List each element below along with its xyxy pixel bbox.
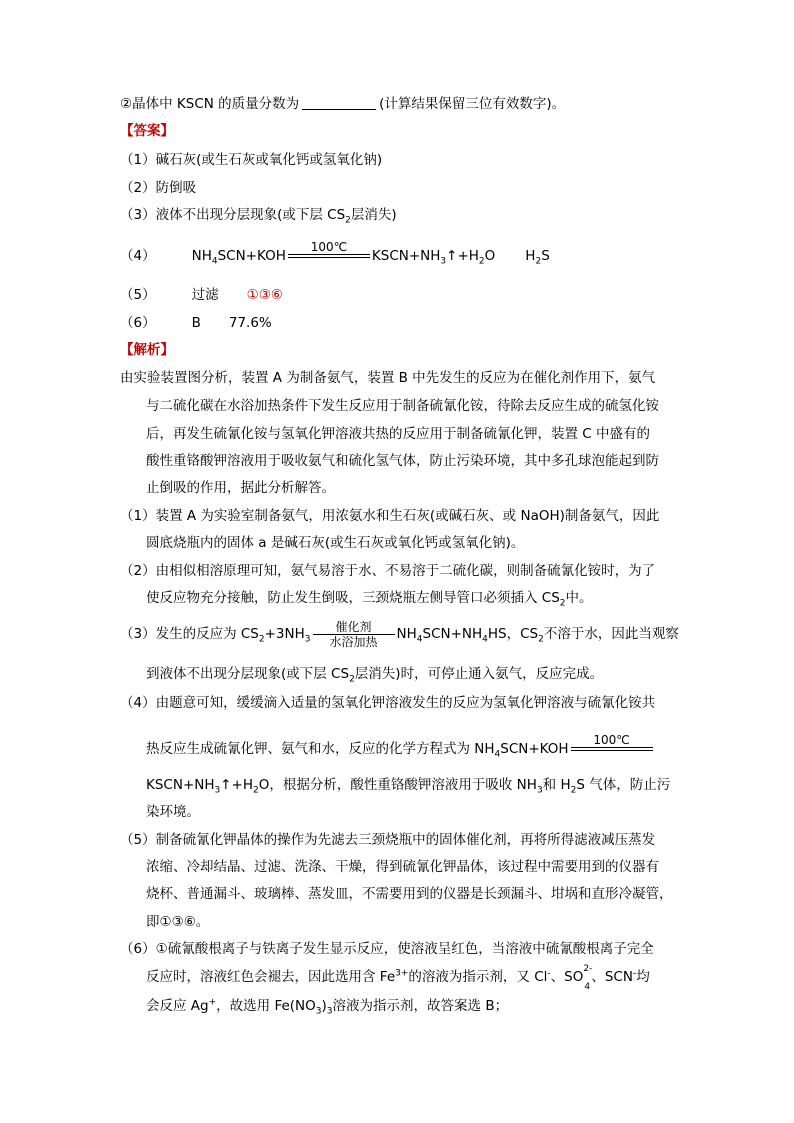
subscript: 4 [494,749,501,760]
analysis-2-line [146,588,593,608]
analysis-3-text: HS，CS [487,626,539,642]
equation-product-3: O [484,248,496,264]
intro-line: 与二硫化碳在水浴加热条件下发生反应用于制备硫氰化铵，待除去反应生成的硫氢化铵 [146,398,659,414]
answer-1: （1）碱石灰(或生石灰或氧化钙或氢氧化钠) [120,152,383,168]
analysis-2-text: 使反应物充分接触，防止发生倒吸，三颈烧瓶左侧导管口必须插入 CS [146,590,560,606]
analysis-6-text: ) [321,998,327,1014]
subscript: 2 [535,256,542,267]
analysis-5-line: （5）制备硫氰化钾晶体的操作为先滤去三颈烧瓶中的固体催化剂，再将所得滤液减压蒸发 [120,832,656,848]
subscript: 2 [253,785,259,796]
subscript: 2 [478,256,485,267]
intro-line: 由实验装置图分析，装置 A 为制备氨气，装置 B 中先发生的反应为在催化剂作用下，氨气 [120,370,656,386]
answer-3-text: （3）液体不出现分层现象(或下层 CS [120,207,346,223]
analysis-6-text: 反应时，溶液红色会褪去，因此选用含 Fe [146,969,396,985]
condition-bottom: 水浴加热 [329,634,378,649]
subscript: 4 [416,634,423,645]
subscript: 2 [258,634,265,645]
answer-3 [120,205,397,225]
analysis-4-text: SCN+KOH [500,741,569,757]
analysis-3-text: +3NH [264,626,305,642]
analysis-2-line: （2）由相似相溶原理可知，氨气易溶于水、不易溶于二硫化碳，则制备硫氰化铵时，为了 [120,563,656,579]
intro-line: 止倒吸的作用，据此分析解答。 [146,480,335,496]
reaction-condition [288,240,370,272]
analysis-4-text: 热反应生成硫氰化钾、氨气和水，反应的化学方程式为 NH [146,741,495,757]
analysis-2-text-end: 中。 [565,590,593,606]
analysis-3-text: 到液体不出现分层现象(或下层 CS [146,666,350,682]
condition-text: 100℃ [310,240,348,254]
analysis-6-line: 反应时，溶液红色会褪去，因此选用含 $Fe^{3+}$的溶液为指示剂，又 Cl-、SO 2- 4 、SCN-均 [146,964,650,992]
condition-top: 催化剂 [335,619,372,634]
answer-5-extra: ①③⑥ [246,287,283,303]
reaction-condition [571,733,653,765]
analysis-5-line: 即①③⑥。 [146,914,210,930]
superscript: - [632,968,637,979]
analysis-5-line: 烧杯、普通漏斗、玻璃棒、蒸发皿，不需要用到的仪器是长颈漏斗、坩埚和直形冷凝管， [146,886,673,902]
subscript: 3 [536,785,543,796]
analysis-4-line: 染环境。 [146,804,200,820]
subscript: 3 [315,1006,322,1017]
answer-5 [120,285,283,305]
analysis-4-text: O，根据分析，酸性重铬酸钾溶液用于吸收 NH [258,777,537,793]
question-note: (计算结果保留三位有效数字)。 [379,96,566,112]
reaction-condition [313,620,395,649]
analysis-6-text: 均 [636,969,650,985]
equation-reactant-2: SCN+KOH [217,248,286,264]
superscript: + [208,997,217,1008]
answer-4-extra-end: S [541,248,550,264]
question-line [120,94,565,114]
intro-line: 后，再发生硫氰化铵与氢氧化钾溶液共热的反应用于制备硫氰化钾，装置 C 中盛有的 [146,426,651,442]
subscript: 2 [349,674,355,685]
question-text: ②晶体中 KSCN 的质量分数为 [120,96,300,112]
analysis-4-text: KSCN+NH [146,777,215,793]
answer-4-extra: H [525,248,536,264]
answer-6-text: B [191,315,201,331]
answer-header: 【答案】 [120,123,174,139]
analysis-4-line [146,733,655,765]
analysis-6-text: 溶液为指示剂，故答案选 B； [332,998,509,1014]
answer-blank [302,95,376,110]
subscript: 3 [214,785,221,796]
analysis-3-text: （3）发生的反应为 CS [120,626,259,642]
analysis-3-text: 不溶于水，因此当观察 [543,626,679,642]
analysis-4-text: 和 H [542,777,571,793]
analysis-6-line [146,996,508,1016]
analysis-6-text: 、SCN [591,969,633,985]
analysis-3-line [146,664,603,684]
answer-3-text-end: 层消失) [350,207,397,223]
analysis-1-line: （1）装置 A 为实验室制备氨气，用浓氨水和生石灰(或碱石灰、或 NaOH)制备氨气，因此 [120,508,660,524]
analysis-4-line: （4）由题意可知，缓缓滴入适量的氢氧化钾溶液发生的反应为氢氧化钾溶液与硫氰化铵共 [120,695,656,711]
superscript: 3+ [395,968,409,979]
equation-reactant: NH [191,248,212,264]
subscript: 3 [326,1006,333,1017]
answer-4-number: （4） [120,248,156,264]
analysis-6-text: 的溶液为指示剂，又 Cl [408,969,548,985]
subscript: 2 [345,215,351,226]
subscript: 2 [538,634,544,645]
analysis-3-text-end: 层消失)时，可停止通入氨气，反应完成。 [354,666,604,682]
subscript: 3 [440,256,447,267]
analysis-6-text: ，故选用 Fe(NO [216,998,316,1014]
analysis-4-line [146,775,670,795]
analysis-3-text: NH [396,626,417,642]
answer-6-extra: 77.6% [228,315,272,331]
analysis-4-text: ↑+H [220,777,254,793]
equation-product: KSCN+NH [371,248,441,264]
analysis-4-text: S 气体，防止污 [576,777,671,793]
intro-line: 酸性重铬酸钾溶液用于吸收氨气和硫化氢气体，防止污染环境，其中多孔球泡能起到防 [146,453,659,469]
answer-6-number: （6） [120,315,156,331]
equation-product-2: ↑+H [446,248,479,264]
analysis-5-line: 浓缩、冷却结晶、过滤、洗涤、干燥，得到硫氰化钾晶体，该过程中需要用到的仪器有 [146,859,659,875]
analysis-3-text: SCN+NH [422,626,483,642]
condition-text: 100℃ [593,733,630,747]
analysis-header: 【解析】 [120,342,174,358]
analysis-6-line: （6）①硫氰酸根离子与铁离子发生显示反应，使溶液呈红色，当溶液中硫氰酸根离子完全 [120,941,654,957]
subscript: 4 [211,256,218,267]
subscript: 2 [559,598,566,609]
answer-4 [120,240,550,272]
subscript: 4 [482,634,488,645]
answer-2: （2）防倒吸 [120,180,197,196]
analysis-1-line: 圆底烧瓶内的固体 a 是碱石灰(或生石灰或氧化钙或氢氧化钠)。 [146,535,525,551]
answer-5-text: 过滤 [191,287,219,303]
answer-6 [120,313,272,333]
analysis-6-text: 会反应 Ag [146,998,209,1014]
subscript: 3 [304,634,311,645]
answer-5-number: （5） [120,287,156,303]
subscript: 2 [570,785,577,796]
analysis-6-text: 、SO [550,969,584,985]
analysis-3-line [120,616,679,652]
superscript: - [547,968,551,979]
